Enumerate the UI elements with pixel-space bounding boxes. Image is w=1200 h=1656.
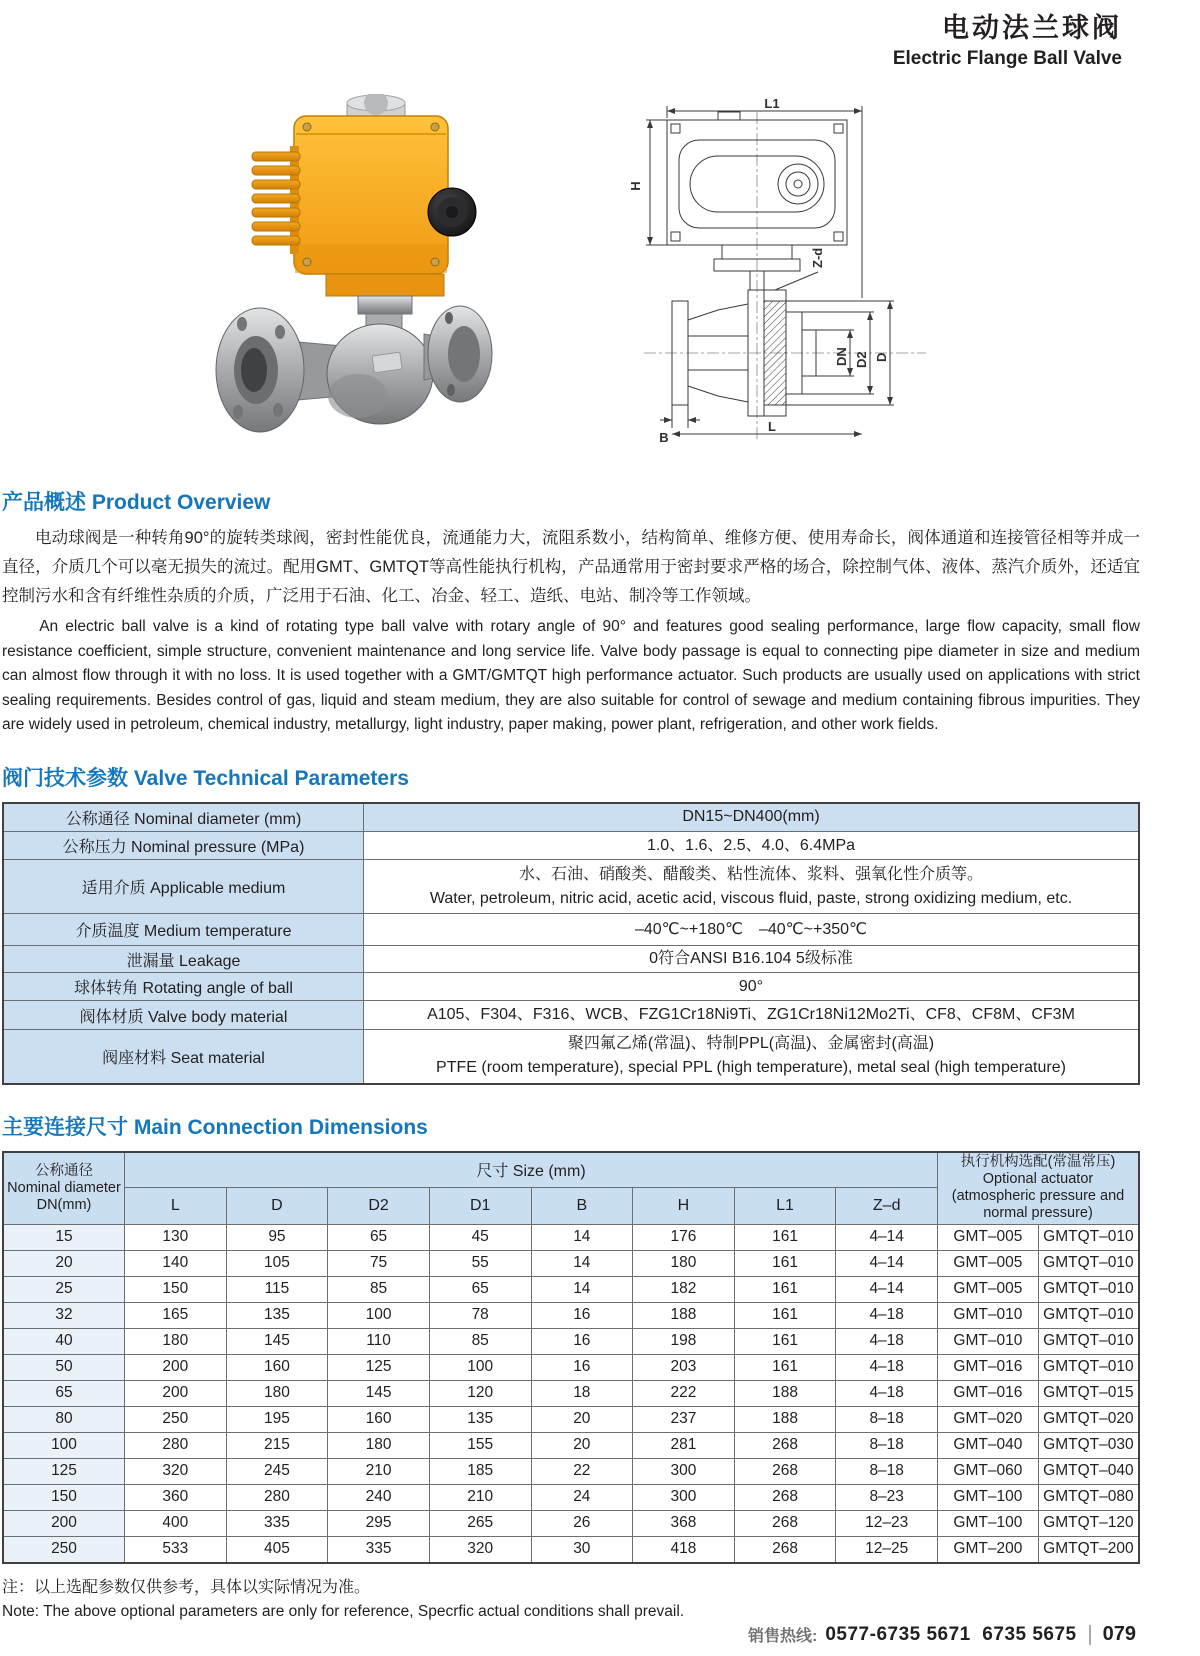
dim-cell: 210 xyxy=(328,1458,430,1484)
dim-cell: 222 xyxy=(633,1380,735,1406)
dim-cell: 198 xyxy=(633,1328,735,1354)
tech-param-row xyxy=(3,1001,1139,1030)
dim-cell: 188 xyxy=(734,1406,836,1432)
dim-row xyxy=(3,1302,1139,1328)
dim-cell: 135 xyxy=(226,1302,328,1328)
tech-param-label: 阀体材质 Valve body material xyxy=(3,1001,364,1030)
dim-cell: 85 xyxy=(328,1276,430,1302)
dim-col1-line: 公称通径 xyxy=(35,1162,93,1179)
tech-param-row xyxy=(3,1030,1139,1084)
tech-param-row xyxy=(3,803,1139,832)
dim-cell: 268 xyxy=(734,1458,836,1484)
dim-cell: 16 xyxy=(531,1354,633,1380)
dim-label-zd: Z-d xyxy=(810,247,825,268)
dim-cell: GMT–016 xyxy=(938,1354,1039,1380)
dim-cell: 200 xyxy=(125,1354,227,1380)
dim-cell: 268 xyxy=(734,1484,836,1510)
dim-cell: 161 xyxy=(734,1328,836,1354)
dim-col1-line: Nominal diameter xyxy=(7,1179,121,1196)
dim-cell-dn: 32 xyxy=(3,1302,125,1328)
dim-cell: GMTQT–120 xyxy=(1038,1510,1139,1536)
dim-cell: 120 xyxy=(429,1380,531,1406)
dim-cell: GMTQT–010 xyxy=(1038,1302,1139,1328)
dim-cell-dn: 125 xyxy=(3,1458,125,1484)
dim-row xyxy=(3,1432,1139,1458)
dimensions-table xyxy=(2,1151,1140,1564)
dim-cell: 360 xyxy=(125,1484,227,1510)
tech-params-table xyxy=(2,802,1140,1085)
dim-column-l1: L1 xyxy=(734,1187,836,1224)
dim-cell: 165 xyxy=(125,1302,227,1328)
tech-param-label: 介质温度 Medium temperature xyxy=(3,914,364,946)
dim-cell: 55 xyxy=(429,1250,531,1276)
tech-param-row xyxy=(3,973,1139,1001)
dim-cell: 4–18 xyxy=(836,1354,938,1380)
dim-cell: 200 xyxy=(125,1380,227,1406)
dim-cell: GMTQT–020 xyxy=(1038,1406,1139,1432)
dim-cell: 203 xyxy=(633,1354,735,1380)
dim-cell: 8–18 xyxy=(836,1432,938,1458)
dim-cell-dn: 15 xyxy=(3,1224,125,1250)
dim-cell: 180 xyxy=(633,1250,735,1276)
overview-paragraph-zh: 电动球阀是一种转角90°的旋转类球阀，密封性能优良，流通能力大，流阻系数小，结构简单、维修方便、使用寿命长，阀体通道和连接管径相等并成一直径，介质几个可以毫无损失的流过。配用GMT、GMTQT等高性能执行机构，产品通常用于密封要求严格的场合，除控制气体、液体、蒸汽介质外，还适宜控制污水和含有纤维性杂质的介质，广泛用于石油、化工、冶金、轻工、造纸、电站、制冷等工作领域。 xyxy=(2,529,1140,605)
dim-cell: 161 xyxy=(734,1224,836,1250)
dim-cell: GMT–005 xyxy=(938,1224,1039,1250)
dim-cell: 85 xyxy=(429,1328,531,1354)
dim-cell: 280 xyxy=(125,1432,227,1458)
page-title-en: Electric Flange Ball Valve xyxy=(892,48,1122,69)
dim-cell: 368 xyxy=(633,1510,735,1536)
page-number: 079 xyxy=(1102,1623,1136,1645)
dim-cell: 4–18 xyxy=(836,1302,938,1328)
actuator-top-cap xyxy=(347,94,405,118)
dim-cell: 161 xyxy=(734,1250,836,1276)
tech-param-value xyxy=(364,946,1140,973)
actuator-heat-fins xyxy=(252,146,300,254)
dim-cell-dn: 50 xyxy=(3,1354,125,1380)
dim-cell: 265 xyxy=(429,1510,531,1536)
page-header xyxy=(893,6,1122,70)
product-figures xyxy=(0,92,1140,474)
dim-cell: 8–18 xyxy=(836,1458,938,1484)
dim-cell-dn: 40 xyxy=(3,1328,125,1354)
dim-cell: GMT–060 xyxy=(938,1458,1039,1484)
dim-cell: 100 xyxy=(328,1302,430,1328)
dim-cell: 45 xyxy=(429,1224,531,1250)
overview-paragraph-en: An electric ball valve is a kind of rotating type ball valve with rotary angle of 90° and features good sealing performance, large flow capacity, small flow resistance coefficient, simple structure, convenient maintenance and long service life. Valve body passage is equal to connecting pipe diameter in size and medium can almost flow through it with no loss. It is used together with a GMT/GMTQT high performance actuator. Such products are usually used on applications with strict sealing requirements. Besides control of gas, liquid and steam medium, they are also suitable for control of sewage and medium containing fibrous impurities. They are widely used in petroleum, chemical industry, metallurgy, light industry, paper making, power plant, refrigeration, and other work fields. xyxy=(2,618,1140,733)
product-photo xyxy=(208,94,500,461)
tech-param-label: 适用介质 Applicable medium xyxy=(3,860,364,914)
dim-cell-dn: 250 xyxy=(3,1536,125,1563)
dim-cell: 140 xyxy=(125,1250,227,1276)
dim-cell: 16 xyxy=(531,1302,633,1328)
dim-cell: GMT–100 xyxy=(938,1510,1039,1536)
dim-cell: 75 xyxy=(328,1250,430,1276)
overview-section xyxy=(2,486,1140,738)
dim-row xyxy=(3,1276,1139,1302)
dim-column-d: D xyxy=(226,1187,328,1224)
dim-cell: 320 xyxy=(125,1458,227,1484)
dim-cell: 418 xyxy=(633,1536,735,1563)
dim-label-b: B xyxy=(659,430,669,445)
dim-cell: 20 xyxy=(531,1432,633,1458)
tech-param-label: 泄漏量 Leakage xyxy=(3,946,364,973)
dim-cell: 176 xyxy=(633,1224,735,1250)
dim-cell: 237 xyxy=(633,1406,735,1432)
dim-row xyxy=(3,1484,1139,1510)
footer-divider xyxy=(1089,1625,1091,1645)
dim-cell: GMTQT–010 xyxy=(1038,1276,1139,1302)
dim-row xyxy=(3,1328,1139,1354)
dim-cell: 4–14 xyxy=(836,1250,938,1276)
tech-param-value xyxy=(364,914,1140,946)
dim-cell: GMTQT–015 xyxy=(1038,1380,1139,1406)
dim-row xyxy=(3,1406,1139,1432)
dim-cell: GMT–020 xyxy=(938,1406,1039,1432)
dim-cell: GMTQT–010 xyxy=(1038,1224,1139,1250)
dimension-b xyxy=(659,405,700,445)
dim-cell-dn: 100 xyxy=(3,1432,125,1458)
dim-cell: 78 xyxy=(429,1302,531,1328)
page-footer xyxy=(748,1623,1136,1646)
dim-cell: 24 xyxy=(531,1484,633,1510)
dim-cell: 26 xyxy=(531,1510,633,1536)
actuator-body xyxy=(294,116,448,274)
dim-cell: 110 xyxy=(328,1328,430,1354)
dim-cell: 295 xyxy=(328,1510,430,1536)
dim-row xyxy=(3,1536,1139,1563)
dim-cell: GMT–010 xyxy=(938,1302,1039,1328)
tech-params-section xyxy=(2,762,1140,1085)
dim-cell: 22 xyxy=(531,1458,633,1484)
dim-cell: 280 xyxy=(226,1484,328,1510)
dim-cell-dn: 80 xyxy=(3,1406,125,1432)
dim-col-nominal-diameter xyxy=(3,1152,125,1225)
dim-label-h: H xyxy=(628,181,643,191)
dim-cell: 160 xyxy=(328,1406,430,1432)
dim-cell: 250 xyxy=(125,1406,227,1432)
dim-cell: 145 xyxy=(328,1380,430,1406)
tech-param-value-line: 90° xyxy=(738,977,764,995)
dim-actuator-header xyxy=(938,1152,1140,1225)
dim-cell: 188 xyxy=(734,1380,836,1406)
dimension-drawing xyxy=(622,98,934,455)
dim-cell: GMT–040 xyxy=(938,1432,1039,1458)
dim-cell: 281 xyxy=(633,1432,735,1458)
hotline-numbers: 0577-6735 5671 6735 5675 xyxy=(825,1623,1077,1645)
dim-cell: 16 xyxy=(531,1328,633,1354)
dim-cell: 4–18 xyxy=(836,1328,938,1354)
manual-override-knob xyxy=(428,188,476,236)
dim-row xyxy=(3,1380,1139,1406)
dim-cell: 533 xyxy=(125,1536,227,1563)
tech-param-row xyxy=(3,860,1139,914)
dim-cell: 400 xyxy=(125,1510,227,1536)
dim-cell: 300 xyxy=(633,1458,735,1484)
dim-size-header: 尺寸 Size (mm) xyxy=(125,1152,938,1188)
dim-cell: 14 xyxy=(531,1250,633,1276)
dim-cell: 182 xyxy=(633,1276,735,1302)
tech-param-label: 公称压力 Nominal pressure (MPa) xyxy=(3,832,364,860)
hotline-label: 销售热线: xyxy=(748,1628,818,1645)
dim-column-l: L xyxy=(125,1187,227,1224)
dim-cell-dn: 200 xyxy=(3,1510,125,1536)
dim-cell: 4–18 xyxy=(836,1380,938,1406)
page-title-zh: 电动法兰球阀 xyxy=(942,13,1122,43)
dim-label-d: D xyxy=(874,352,889,362)
tech-param-value-line: 0符合ANSI B16.104 5级标准 xyxy=(649,950,853,967)
tech-param-value xyxy=(364,973,1140,1001)
tech-param-value-line: 水、石油、硝酸类、醋酸类、粘性流体、浆料、强氧化性介质等。 xyxy=(518,865,983,883)
dim-cell: GMT–005 xyxy=(938,1250,1039,1276)
dim-row xyxy=(3,1458,1139,1484)
dim-cell: 95 xyxy=(226,1224,328,1250)
dim-cell: 161 xyxy=(734,1302,836,1328)
dim-cell: GMTQT–010 xyxy=(1038,1250,1139,1276)
dim-cell: 180 xyxy=(125,1328,227,1354)
dim-cell: 125 xyxy=(328,1354,430,1380)
dim-column-d1: D1 xyxy=(429,1187,531,1224)
dim-cell: 145 xyxy=(226,1328,328,1354)
dim-column-h: H xyxy=(633,1187,735,1224)
page-content xyxy=(2,486,1140,1621)
overview-heading: 产品概述 Product Overview xyxy=(2,491,271,514)
tech-param-label: 球体转角 Rotating angle of ball xyxy=(3,973,364,1001)
dim-row xyxy=(3,1224,1139,1250)
dim-cell: 160 xyxy=(226,1354,328,1380)
dim-row xyxy=(3,1354,1139,1380)
dim-cell: 105 xyxy=(226,1250,328,1276)
dim-cell: GMTQT–040 xyxy=(1038,1458,1139,1484)
tech-param-value-line: 聚四氟乙烯(常温)、特制PPL(高温)、金属密封(高温) xyxy=(567,1035,935,1053)
dim-label-l: L xyxy=(768,419,776,434)
dim-cell: 18 xyxy=(531,1380,633,1406)
dim-cell: 188 xyxy=(633,1302,735,1328)
dim-cell: 268 xyxy=(734,1536,836,1563)
dim-actuator-header-en: Optional actuator (atmospheric pressure and normal pressure) xyxy=(951,1171,1125,1221)
dim-label-dn: DN xyxy=(834,347,849,366)
dimension-drawing-svg xyxy=(622,98,934,450)
dim-cell: 161 xyxy=(734,1276,836,1302)
tech-param-label: 公称通径 Nominal diameter (mm) xyxy=(3,803,364,832)
tech-param-value-line: PTFE (room temperature), special PPL (high temperature), metal seal (high temperature) xyxy=(436,1059,1066,1077)
dim-cell-dn: 150 xyxy=(3,1484,125,1510)
dim-cell: 8–23 xyxy=(836,1484,938,1510)
dim-cell-dn: 65 xyxy=(3,1380,125,1406)
dim-cell: 268 xyxy=(734,1432,836,1458)
dim-cell: 268 xyxy=(734,1510,836,1536)
tech-param-value xyxy=(364,1001,1140,1030)
dim-cell: 30 xyxy=(531,1536,633,1563)
dim-cell: 130 xyxy=(125,1224,227,1250)
dimension-l xyxy=(672,419,862,434)
dim-cell: 135 xyxy=(429,1406,531,1432)
dim-cell: 300 xyxy=(633,1484,735,1510)
dimension-h xyxy=(628,120,667,245)
tech-param-row xyxy=(3,914,1139,946)
dimensions-heading: 主要连接尺寸 Main Connection Dimensions xyxy=(2,1115,428,1139)
dim-cell: 335 xyxy=(328,1536,430,1563)
tech-param-value-line: 1.0、1.6、2.5、4.0、6.4MPa xyxy=(646,836,856,854)
valve-photo-svg xyxy=(208,94,500,456)
dim-row xyxy=(3,1510,1139,1536)
tech-param-value-line: DN15~DN400(mm) xyxy=(682,808,820,826)
dim-cell: 405 xyxy=(226,1536,328,1563)
tech-param-value-line: Water, petroleum, nitric acid, acetic acid, viscous fluid, paste, strong oxidizing medium, etc. xyxy=(429,889,1073,907)
dim-cell: GMT–200 xyxy=(938,1536,1039,1563)
dim-cell: 335 xyxy=(226,1510,328,1536)
tech-params-heading: 阀门技术参数 Valve Technical Parameters xyxy=(2,766,409,790)
tech-param-label: 阀座材料 Seat material xyxy=(3,1030,364,1084)
tech-param-value-line: A105、F304、F316、WCB、FZG1Cr18Ni9Ti、ZG1Cr18Ni12Mo2Ti、CF8、CF8M、CF3M xyxy=(427,1006,1075,1023)
dim-cell: GMTQT–080 xyxy=(1038,1484,1139,1510)
dim-cell: GMTQT–010 xyxy=(1038,1354,1139,1380)
dim-cell: 161 xyxy=(734,1354,836,1380)
note-zh: 注：以上选配参数仅供参考，具体以实际情况为准。 xyxy=(2,1578,371,1596)
dim-label-d2: D2 xyxy=(854,351,869,368)
dim-cell: 240 xyxy=(328,1484,430,1510)
dim-column-b: B xyxy=(531,1187,633,1224)
dim-cell: 14 xyxy=(531,1276,633,1302)
dim-cell: 65 xyxy=(429,1276,531,1302)
dim-cell: 180 xyxy=(226,1380,328,1406)
dim-row xyxy=(3,1250,1139,1276)
dim-cell: 245 xyxy=(226,1458,328,1484)
dim-cell: 215 xyxy=(226,1432,328,1458)
dim-column-d2: D2 xyxy=(328,1187,430,1224)
dim-cell: 115 xyxy=(226,1276,328,1302)
mounting-bracket xyxy=(326,274,444,314)
dim-cell: GMT–100 xyxy=(938,1484,1039,1510)
dim-column-zd: Z–d xyxy=(836,1187,938,1224)
tech-param-value xyxy=(364,803,1140,832)
dim-cell: 4–14 xyxy=(836,1224,938,1250)
note-en: Note: The above optional parameters are only for reference, Specrfic actual conditions shall prevail. xyxy=(2,1602,685,1620)
tech-param-value xyxy=(364,1030,1140,1084)
dim-cell: 195 xyxy=(226,1406,328,1432)
dim-cell-dn: 20 xyxy=(3,1250,125,1276)
dim-cell: GMT–005 xyxy=(938,1276,1039,1302)
dim-cell: GMT–016 xyxy=(938,1380,1039,1406)
dim-cell: GMT–010 xyxy=(938,1328,1039,1354)
dim-cell: GMTQT–010 xyxy=(1038,1328,1139,1354)
dim-cell: 155 xyxy=(429,1432,531,1458)
dim-cell: 180 xyxy=(328,1432,430,1458)
dim-cell: 210 xyxy=(429,1484,531,1510)
tech-param-row xyxy=(3,946,1139,973)
dim-cell-dn: 25 xyxy=(3,1276,125,1302)
dim-cell: 8–18 xyxy=(836,1406,938,1432)
dim-cell: 150 xyxy=(125,1276,227,1302)
dim-cell: 65 xyxy=(328,1224,430,1250)
dim-header-row xyxy=(3,1152,1139,1188)
dim-cell: 12–25 xyxy=(836,1536,938,1563)
dim-col1-line: DN(mm) xyxy=(36,1196,92,1213)
dimensions-section xyxy=(2,1111,1140,1564)
dimension-l1 xyxy=(667,98,862,298)
tech-param-value xyxy=(364,860,1140,914)
tech-param-value-line: –40℃~+180℃ –40℃~+350℃ xyxy=(634,920,868,938)
tech-param-value xyxy=(364,832,1140,860)
dim-cell: 185 xyxy=(429,1458,531,1484)
dim-cell: 14 xyxy=(531,1224,633,1250)
dim-actuator-header-zh: 执行机构选配(常温常压) xyxy=(960,1154,1116,1170)
dim-cell: 320 xyxy=(429,1536,531,1563)
dim-cell: 12–23 xyxy=(836,1510,938,1536)
dim-cell: 100 xyxy=(429,1354,531,1380)
dim-cell: 20 xyxy=(531,1406,633,1432)
dim-cell: 4–14 xyxy=(836,1276,938,1302)
dim-label-l1: L1 xyxy=(764,98,780,111)
dim-cell: GMTQT–200 xyxy=(1038,1536,1139,1563)
dim-cell: GMTQT–030 xyxy=(1038,1432,1139,1458)
tech-param-row xyxy=(3,832,1139,860)
valve-body-and-flanges xyxy=(216,306,492,432)
